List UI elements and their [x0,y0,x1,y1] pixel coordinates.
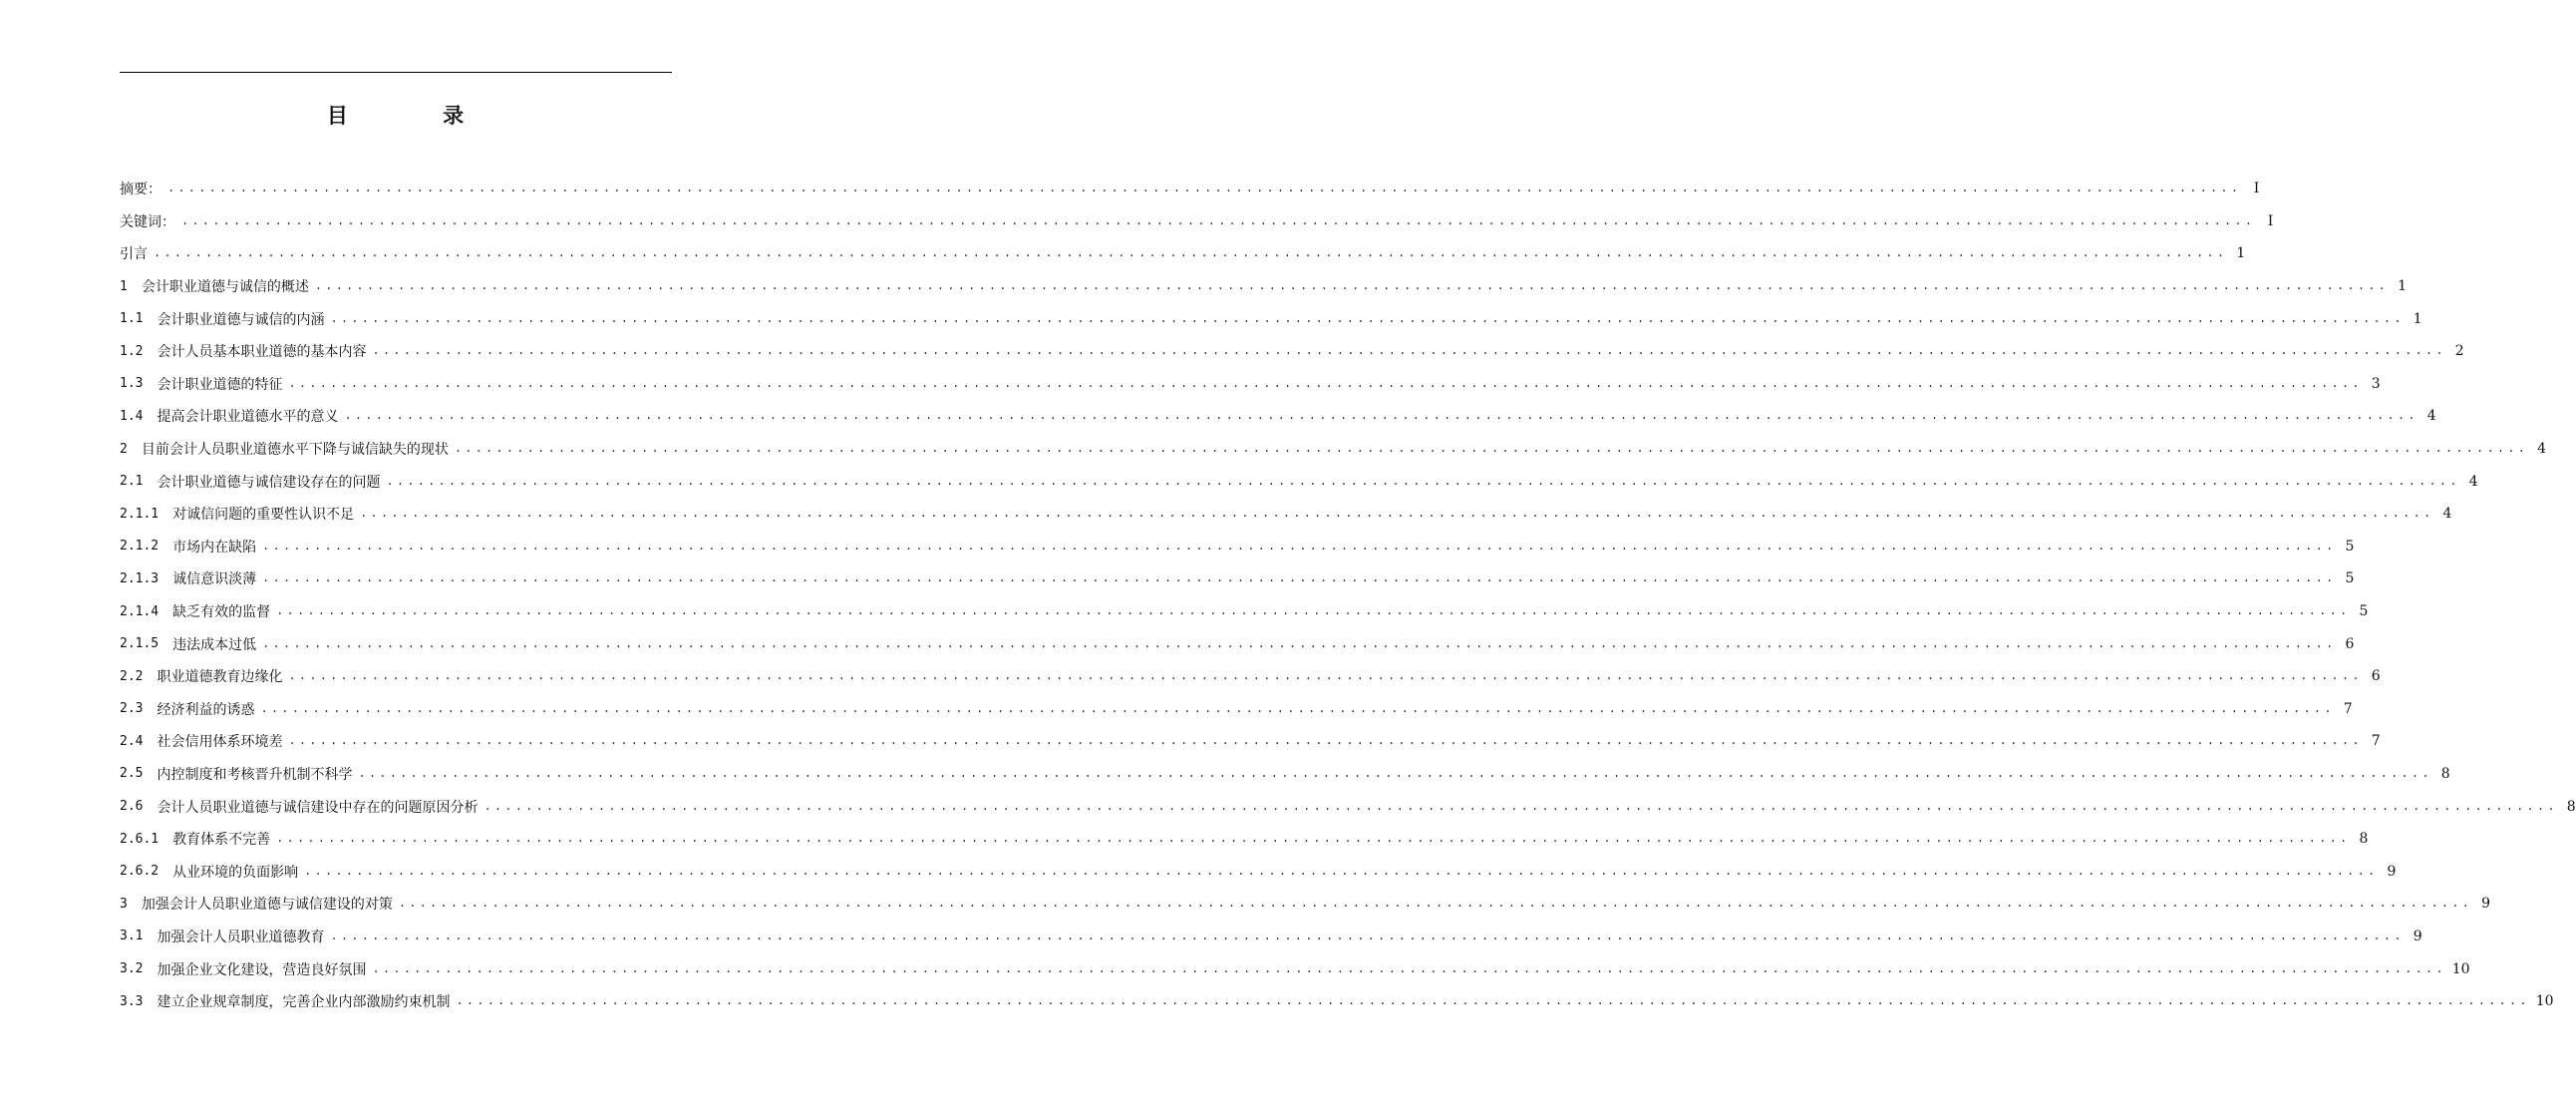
toc-entry[interactable] [120,921,2422,953]
toc-entry[interactable] [120,562,2355,595]
toc-entry[interactable] [120,400,2436,433]
toc-entry-title: 诚信意识淡薄 [172,571,257,588]
toc-entry-title: 会计人员基本职业道德的基本内容 [157,344,367,361]
toc-entry-number: 2.2 [120,668,144,684]
toc-entry-title: 引言 [120,246,148,263]
toc-entry-label [120,927,324,946]
toc-entry-number: 2.4 [120,733,144,749]
toc-entry-label [120,179,161,198]
toc-entry-page: 7 [2371,733,2381,750]
toc-entry-title: 会计职业道德与诚信的内涵 [157,311,325,328]
toc-entry-number: 2.1.2 [120,539,160,555]
toc-entry[interactable] [120,237,2246,270]
toc-entry[interactable] [120,855,2397,888]
toc-entry-label [120,666,282,686]
toc-entry-title: 缺乏有效的监督 [172,604,271,621]
toc-entry[interactable] [120,823,2369,856]
toc-entry-title: 对诚信问题的重要性认识不足 [172,507,355,524]
toc-entry-title: 会计职业道德的特征 [157,376,283,393]
toc-leader-dots: ........................................................................................................................................................................................................ [262,571,2337,586]
toc-entry-title: 加强会计人员职业道德教育 [157,929,325,945]
header-rule [120,72,672,73]
toc-entry-number: 2.1.5 [120,636,160,652]
toc-entry[interactable] [120,985,2554,1018]
toc-entry[interactable] [120,660,2381,693]
toc-leader-dots: ........................................................................................................................................................................................................ [276,832,2351,847]
toc-entry-label [120,341,366,361]
toc-entry-page: I [2267,212,2274,229]
toc-entry-page: 10 [2535,993,2554,1010]
toc-entry-title: 会计职业道德与诚信建设存在的问题 [157,474,381,491]
toc-entry-title: 经济利益的诱惑 [157,701,255,718]
toc-entry[interactable] [120,205,2274,238]
toc-entry-title: 社会信用体系环境差 [157,734,283,751]
toc-leader-dots: ........................................................................................................................................................................................................ [154,246,2228,261]
toc-entry[interactable] [120,627,2355,660]
toc-leader-dots: ........................................................................................................................................................................................................ [398,897,2473,912]
toc-entry-label [120,243,148,263]
toc-entry-page: 9 [2481,896,2491,913]
toc-entry[interactable] [120,595,2369,628]
toc-entry-number: 2.6.2 [120,864,160,880]
toc-leader-dots: ........................................................................................................................................................................................................ [288,734,2363,749]
toc-entry-page: 5 [2359,603,2369,620]
toc-entry-label [120,959,366,979]
toc-entry-page: 1 [2236,245,2246,262]
toc-entry-label [120,797,478,817]
toc-leader-dots: ........................................................................................................................................................................................................ [181,213,2256,228]
toc-leader-dots: ........................................................................................................................................................................................................ [372,961,2446,976]
toc-entry-page: 2 [2454,343,2464,360]
toc-entry[interactable] [120,531,2355,563]
toc-entry-label [120,601,270,621]
toc-entry-title: 市场内在缺陷 [172,539,257,556]
toc-entry-page: 4 [2442,506,2452,523]
toc-entry-label [120,537,256,557]
toc-entry[interactable] [120,335,2464,368]
toc-entry-number: 2.3 [120,701,144,717]
toc-entry-number: 2.6 [120,799,144,815]
toc-entry-label [120,309,324,329]
toc-entry-number: 1.3 [120,376,144,392]
toc-entry-label [120,374,282,394]
toc-entry-number: 2.1.4 [120,603,160,619]
table-of-contents [120,173,2576,1017]
toc-entry-number: 1 [120,278,128,294]
toc-leader-dots: ........................................................................................................................................................................................................ [276,604,2351,619]
toc-entry[interactable] [120,888,2491,921]
toc-entry[interactable] [120,433,2547,466]
toc-entry-page: 5 [2345,538,2355,555]
toc-entry[interactable] [120,758,2450,791]
toc-entry[interactable] [120,952,2470,985]
toc-entry-number: 3.3 [120,993,144,1009]
toc-leader-dots: ........................................................................................................................................................................................................ [456,994,2530,1009]
toc-entry-title: 加强企业文化建设，营造良好氛围 [157,961,367,978]
toc-entry-page: 3 [2371,375,2381,392]
toc-leader-dots: ........................................................................................................................................................................................................ [344,409,2418,424]
toc-entry-page: 6 [2371,668,2381,685]
toc-entry-title: 从业环境的负面影响 [172,864,299,881]
toc-entry-title: 会计职业道德与诚信的概述 [141,279,309,296]
toc-entry-page: 1 [2413,310,2422,327]
toc-entry-number: 2.6.1 [120,831,160,847]
toc-entry-label [120,472,380,492]
toc-leader-dots: ........................................................................................................................................................................................................ [262,636,2337,651]
toc-entry-title: 目前会计人员职业道德水平下降与诚信缺失的现状 [141,442,449,459]
toc-leader-dots: ........................................................................................................................................................................................................ [372,344,2446,359]
toc-entry-page: I [2253,181,2260,197]
toc-entry-title: 加强会计人员职业道德与诚信建设的对策 [141,897,393,914]
toc-entry-number: 2.1.3 [120,570,160,586]
toc-entry-number: 1.1 [120,311,144,327]
toc-leader-dots: ........................................................................................................................................................................................................ [167,182,2242,196]
toc-entry-number: 3 [120,896,128,912]
toc-entry-number: 2 [120,441,128,457]
toc-entry-label [120,504,354,524]
toc-entry-page: 4 [2537,441,2547,458]
toc-entry-title: 提高会计职业道德水平的意义 [157,409,339,426]
toc-entry-title: 摘要： [120,182,161,198]
toc-leader-dots: ........................................................................................................................................................................................................ [330,929,2405,943]
toc-entry-title: 会计人员职业道德与诚信建设中存在的问题原因分析 [157,799,479,816]
toc-entry-label [120,731,282,751]
toc-entry[interactable] [120,173,2260,205]
toc-entry-page: 1 [2398,278,2408,295]
toc-entry-number: 1.4 [120,408,144,424]
toc-entry-page: 9 [2413,928,2422,944]
toc-leader-dots: ........................................................................................................................................................................................................ [483,799,2558,814]
toc-entry-title: 违法成本过低 [172,636,257,653]
toc-leader-dots: ........................................................................................................................................................................................................ [304,864,2379,879]
toc-entry-page: 4 [2468,473,2478,490]
toc-entry-label [120,406,338,426]
toc-entry[interactable] [120,693,2353,726]
toc-entry-label [120,276,309,296]
toc-entry-label [120,894,393,914]
toc-entry-number: 3.2 [120,961,144,977]
toc-entry-title: 建立企业规章制度，完善企业内部激励约束机制 [157,994,451,1011]
toc-entry-number: 3.1 [120,929,144,944]
toc-entry-page: 6 [2345,635,2355,652]
toc-entry-page: 4 [2426,408,2436,425]
toc-entry-title: 职业道德教育边缘化 [157,669,283,686]
toc-leader-dots: ........................................................................................................................................................................................................ [386,474,2460,489]
toc-leader-dots: ........................................................................................................................................................................................................ [358,766,2432,781]
toc-leader-dots: ........................................................................................................................................................................................................ [330,311,2405,326]
toc-leader-dots: ........................................................................................................................................................................................................ [262,539,2337,554]
toc-entry-number: 2.1 [120,474,144,490]
toc-entry-number: 2.1.1 [120,506,160,522]
toc-leader-dots: ........................................................................................................................................................................................................ [288,669,2363,684]
toc-entry[interactable] [120,368,2381,401]
toc-entry-page: 8 [2566,798,2576,815]
toc-entry-label [120,634,256,654]
toc-entry-label [120,568,256,588]
toc-entry-label [120,699,254,719]
toc-leader-dots: ........................................................................................................................................................................................................ [314,279,2390,294]
toc-entry-label [120,764,352,784]
toc-entry[interactable] [120,498,2452,531]
toc-entry[interactable] [120,465,2478,498]
toc-entry-label [120,211,175,231]
toc-entry-page: 8 [2359,831,2369,848]
toc-leader-dots: ........................................................................................................................................................................................................ [260,701,2335,716]
toc-entry-page: 7 [2343,700,2353,717]
toc-leader-dots: ........................................................................................................................................................................................................ [360,507,2434,522]
toc-entry-title: 关键词： [120,213,175,230]
toc-entry-label [120,439,449,459]
toc-leader-dots: ........................................................................................................................................................................................................ [454,442,2529,457]
toc-entry-page: 8 [2440,765,2450,782]
page-title: 目 录 [326,103,508,128]
toc-entry-title: 内控制度和考核晋升机制不科学 [157,766,353,783]
toc-entry[interactable] [120,725,2381,758]
toc-entry-number: 2.5 [120,766,144,782]
toc-entry-page: 9 [2387,863,2397,880]
toc-entry[interactable] [120,270,2408,303]
toc-entry-page: 5 [2345,570,2355,587]
toc-leader-dots: ........................................................................................................................................................................................................ [288,376,2363,391]
toc-entry-page: 10 [2451,960,2470,977]
toc-entry-label [120,862,298,882]
toc-entry-label [120,991,450,1011]
toc-entry-label [120,829,270,849]
toc-entry[interactable] [120,302,2422,335]
toc-entry[interactable] [120,790,2576,823]
toc-entry-number: 1.2 [120,343,144,359]
toc-entry-title: 教育体系不完善 [172,832,271,849]
